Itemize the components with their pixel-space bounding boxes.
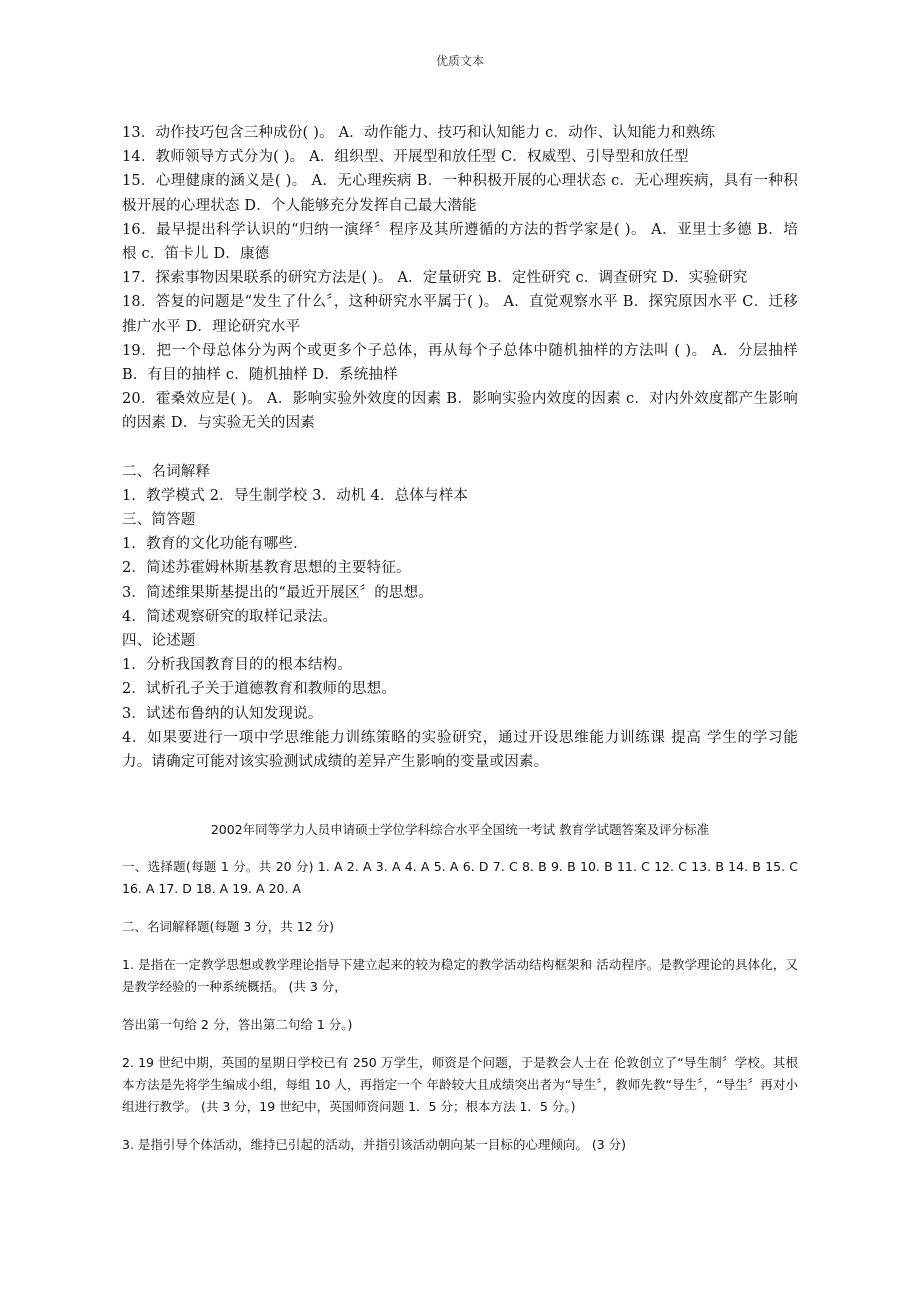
question-18: 18．答复的问题是“发生了什么〞，这种研究水平属于( )。 A．直觉观察水平 B．探究原因水平 C．迁移推广水平 D．理论研究水平	[122, 294, 798, 335]
question-20: 20．霍桑效应是( )。 A．影响实验外效度的因素 B．影响实验内效度的因素 c．对内外效度都产生影响的因素 D．与实验无关的因素	[122, 391, 798, 432]
answer-section-2-title: 二、名词解释题(每题 3 分，共 12 分)	[122, 919, 335, 934]
answer-term-1: 1. 是指在一定教学思想或教学理论指导下建立起来的较为稳定的教学活动结构框架和 活动程序。是教学理论的具体化，又是教学经验的一种系统概括。 (共 3 分，	[122, 957, 798, 994]
exam-questions	[122, 121, 798, 774]
answer-term-3: 3. 是指引导个体活动，维持已引起的活动，并指引该活动朝向某一目标的心理倾向。 (3 分)	[122, 1137, 627, 1152]
section-4-item: 4．如果要进行一项中学思维能力训练策略的实验研究，通过开设思维能力训练课 提高 学生的学习能力。请确定可能对该实验测试成绩的差异产生影响的变量或因素。	[122, 729, 798, 771]
question-15: 15．心理健康的涵义是( )。 A．无心理疾病 B．一种积极开展的心理状态 c．无心理疾病，具有一种积极开展的心理状态 D．个人能够充分发挥自己最大潜能	[122, 173, 798, 214]
question-16: 16．最早提出科学认识的“归纳一演绎〞程序及其所遵循的方法的哲学家是( )。 A．亚里士多德 B．培根 c．笛卡儿 D．康德	[122, 221, 798, 263]
answer-key	[122, 820, 798, 1172]
question-19: 19．把一个母总体分为两个或更多个子总体，再从每个子总体中随机抽样的方法叫 ( )。 A．分层抽样 B．有目的抽样 c．随机抽样 D．系统抽样	[122, 342, 798, 384]
question-13: 13．动作技巧包含三种成份( )。 A．动作能力、技巧和认知能力 c．动作、认知能力和熟练	[122, 125, 716, 141]
answer-term-1-scoring: 答出第一句给 2 分，答出第二句给 1 分。)	[122, 1017, 353, 1032]
spacer	[122, 436, 798, 460]
section-2-title: 二、名词解释	[122, 463, 211, 480]
section-4-title: 四、论述题	[122, 633, 196, 650]
section-2-items: 1．教学模式 2．导生制学校 3．动机 4．总体与样本	[122, 487, 469, 504]
section-4-item: 2．试析孔子关于道德教育和教师的思想。	[122, 681, 397, 698]
section-4-item: 1．分析我国教育目的的根本结构。	[122, 657, 352, 674]
section-3-item: 1．教育的文化功能有哪些.	[122, 536, 298, 553]
section-3-item: 4．简述观察研究的取样记录法。	[122, 608, 338, 625]
section-3-item: 3．简述维果斯基提出的“最近开展区〞的思想。	[122, 584, 434, 601]
question-14: 14．教师领导方式分为( )。 A．组织型、开展型和放任型 C．权威型、引导型和放任型	[122, 149, 689, 166]
answer-choices: 一、选择题(每题 1 分。共 20 分) 1. A 2. A 3. A 4. A 5. A 6. D 7. C 8. B 9. B 10. B 11. C 12. C 13. B 14. B 15. C 16. A 17. D 18. A 19. A 20. A	[122, 859, 798, 896]
section-3-item: 2．简述苏霍姆林斯基教育思想的主要特征。	[122, 560, 411, 577]
page-header: 优质文本	[435, 54, 484, 68]
question-17: 17．探索事物因果联系的研究方法是( )。 A．定量研究 B．定性研究 c．调查研究 D．实验研究	[122, 270, 748, 287]
answer-term-2: 2. 19 世纪中期，英国的星期日学校已有 250 万学生，师资是个问题，于是教会人士在 伦敦创立了“导生制〞学校。其根本方法是先将学生编成小组，每组 10 人，再指定一个 年龄较大且成绩突出者为“导生〞，教师先教“导生〞，“导生〞再对小组进行教学。 (共 3 分，19 世纪中，英国师资问题 1．5 分；根本方法 1．5 分。)	[122, 1055, 798, 1114]
section-3-title: 三、简答题	[122, 512, 196, 529]
answer-title: 2002年同等学力人员申请硕士学位学科综合水平全国统一考试 教育学试题答案及评分标准	[210, 822, 710, 837]
section-4-item: 3．试述布鲁纳的认知发现说。	[122, 705, 323, 722]
